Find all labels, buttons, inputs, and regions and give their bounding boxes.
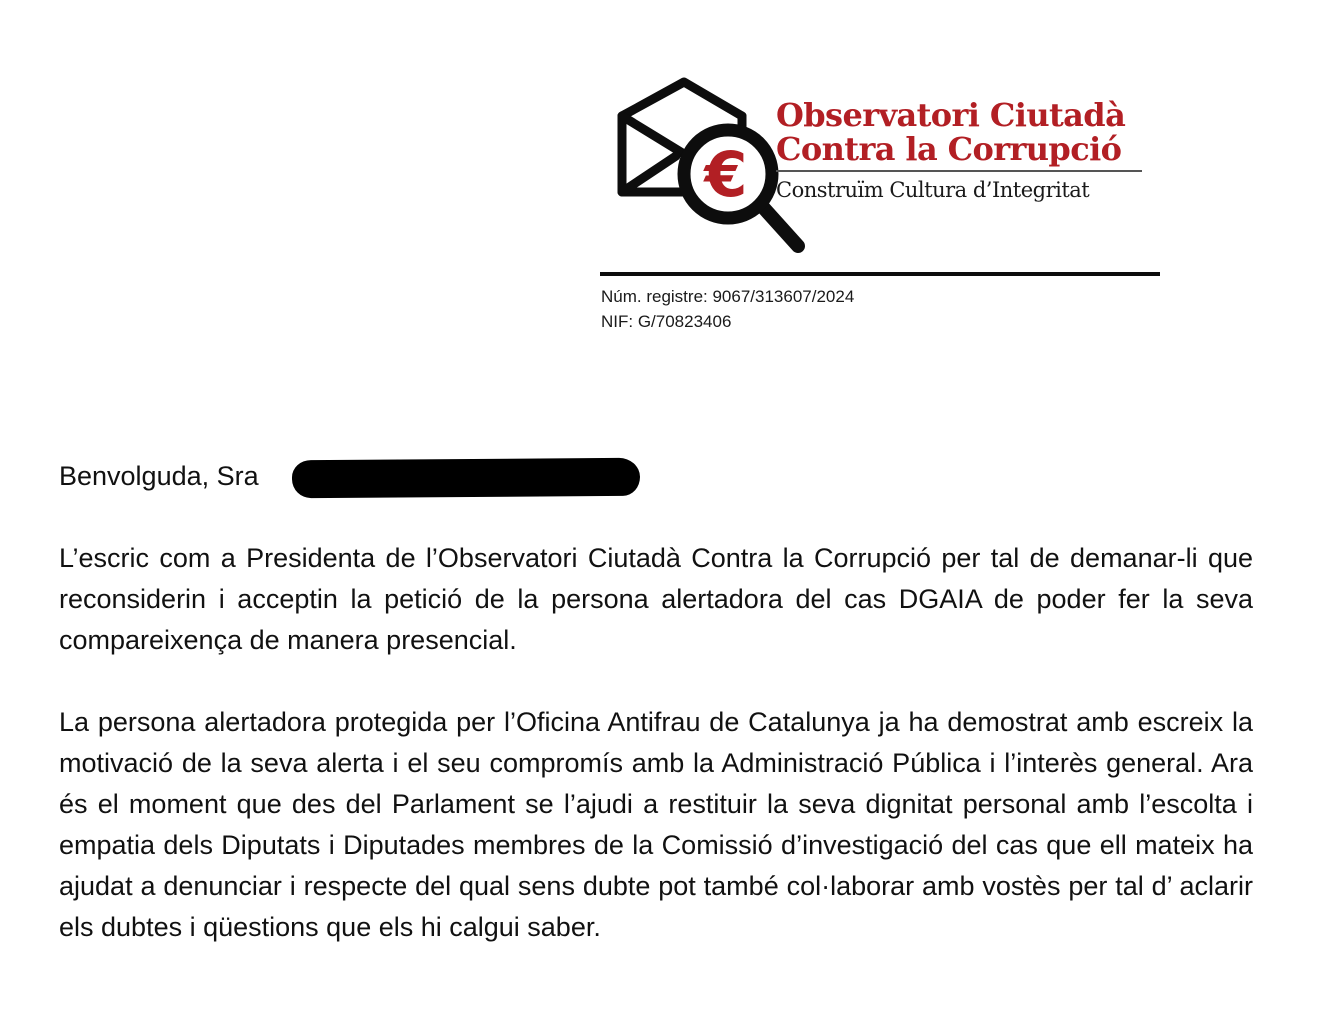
greeting <box>59 456 1253 497</box>
logo-divider <box>776 170 1142 172</box>
org-tagline: Construïm Cultura d’Integritat <box>776 178 1090 202</box>
registration-info <box>601 284 854 334</box>
org-name-line2: Contra la Corrupció <box>776 130 1122 168</box>
letterhead <box>600 70 1160 340</box>
letter-body <box>59 456 1253 948</box>
euro-icon: € <box>704 138 748 211</box>
header-divider <box>600 272 1160 276</box>
nif-number: NIF: G/70823406 <box>601 312 732 331</box>
redacted-recipient-name <box>292 458 640 498</box>
registry-number: Núm. registre: 9067/313607/2024 <box>601 287 855 306</box>
paragraph-2: La persona alertadora protegida per l’Oficina Antifrau de Catalunya ja ha demostrat amb escreix la motivació de la seva alerta i el seu compromís amb la Administració Pública i l’interès general. Ara és el moment que des del Parlament se l’ajudi a restituir la seva dignitat personal amb l’escolta i empatia dels Diputats i Diputades membres de la Comissió d’investigació del cas que ell mateix ha ajudat a denunciar i respecte del qual sens dubte pot també col·laborar amb vostès per tal d’ aclarir els dubtes i qüestions que els hi calgui saber. <box>59 707 1253 942</box>
paragraph-1: L’escric com a Presidenta de l’Observatori Ciutadà Contra la Corrupció per tal de demanar-li que reconsiderin i acceptin la petició de la persona alertadora del cas DGAIA de poder fer la seva compareixença de manera presencial. <box>59 543 1253 655</box>
logo-wordmark <box>776 98 1146 202</box>
org-name-line1: Observatori Ciutadà <box>776 96 1126 134</box>
greeting-text: Benvolguda, Sra <box>59 461 259 491</box>
